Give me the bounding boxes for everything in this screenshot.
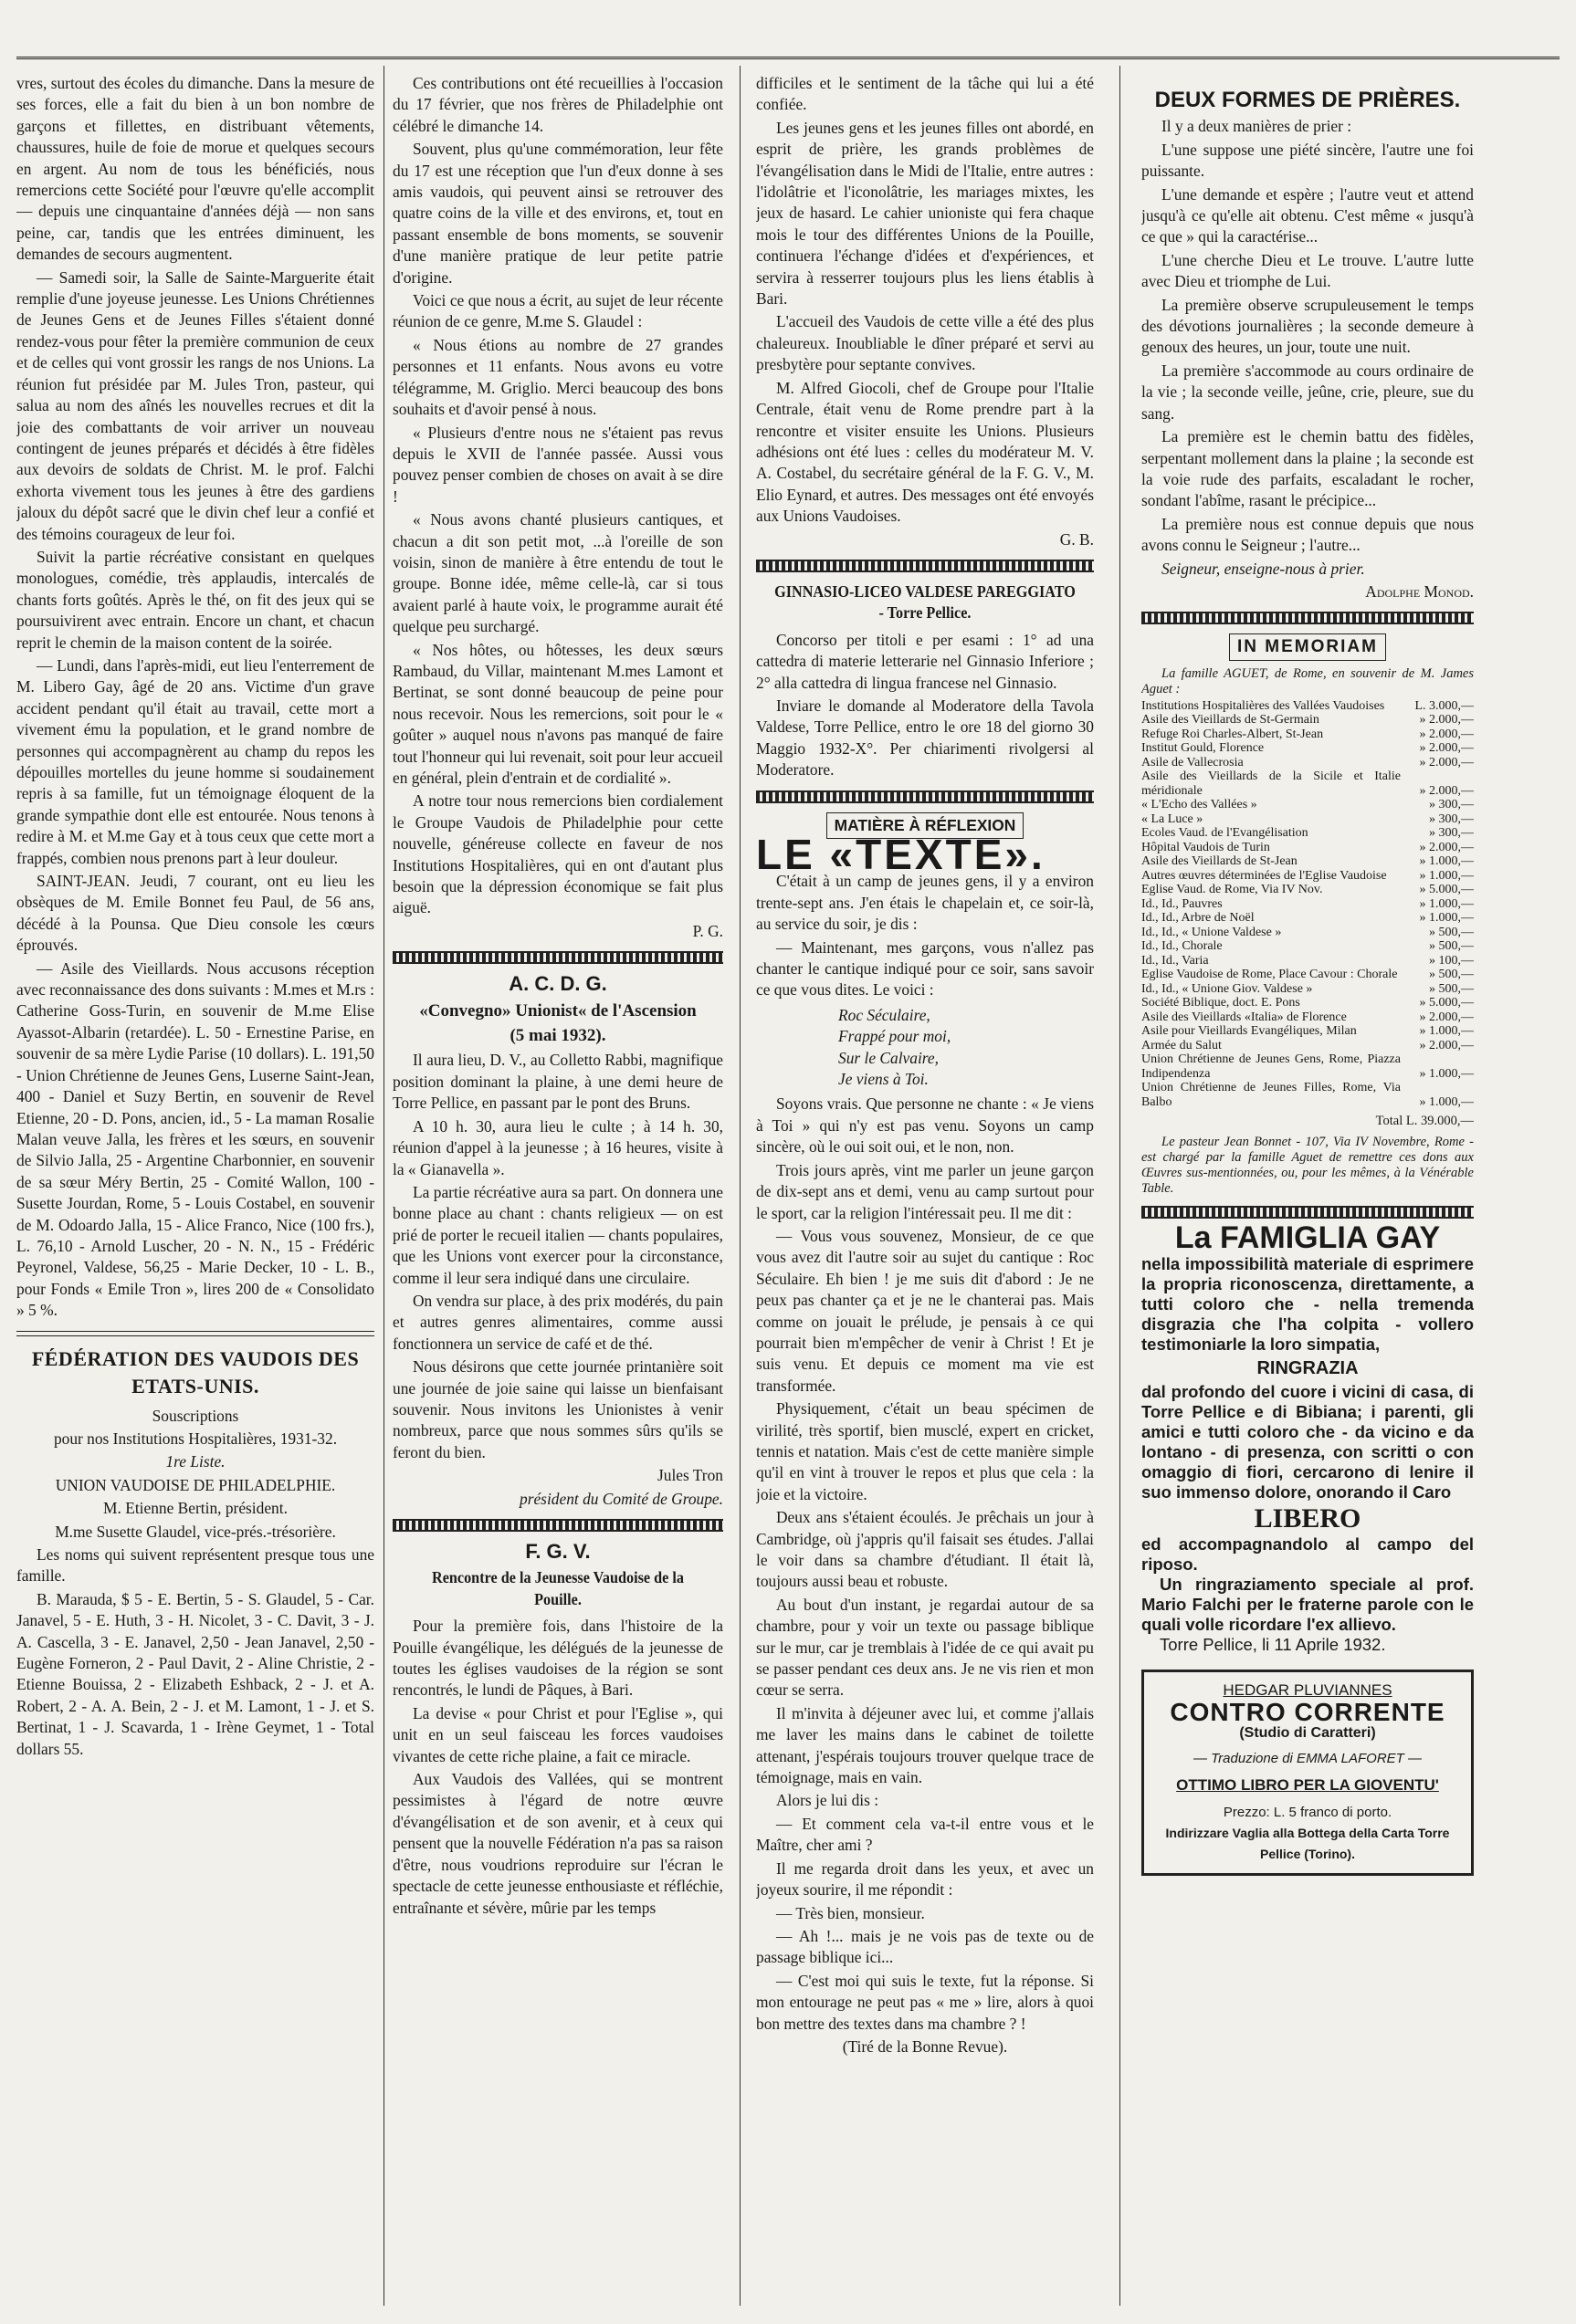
memoriam-total: Total L. 39.000,— [1375, 1114, 1474, 1129]
memoriam-amount: » 300,— [1429, 826, 1474, 841]
memoriam-note: Le pasteur Jean Bonnet - 107, Via IV Novembre, Rome - est chargé par la famille Aguet de remettre ces dons aux Œuvres sus-mentionnées, ou, pour les mêmes, à la Vénérable Table. [1141, 1134, 1474, 1196]
rubric-label: MATIÈRE À RÉFLEXION [826, 812, 1024, 839]
memoriam-row [1141, 812, 1474, 827]
article-paragraph: C'était à un camp de jeunes gens, il y a environ trente-sept ans. J'en étais le chapelain et, ce soir-là, au service du soir, je dis : [756, 872, 1094, 934]
ad-order: Indirizzare Vaglia alla Bottega della Carta Torre Pellice (Torino). [1165, 1825, 1450, 1862]
section-title: FÉDÉRATION DES VAUDOIS DES ETATS-UNIS. [31, 1346, 360, 1398]
memoriam-row [1141, 756, 1474, 770]
memoriam-row [1141, 968, 1474, 982]
memoriam-amount: » 1.000,— [1419, 868, 1474, 883]
memoriam-row [1141, 741, 1474, 756]
memoriam-label: Refuge Roi Charles-Albert, St-Jean [1141, 727, 1324, 741]
article-paragraph: — Ah !... mais je ne vois pas de texte ou de passage biblique ici... [756, 1926, 1094, 1967]
article-paragraph: Soyons vrais. Que personne ne chante : « Je viens à Toi » qui n'y est pas venu. Soyons un camp sincère, où le oui soit oui, et le non, non. [756, 1094, 1094, 1157]
memoriam-row [1141, 798, 1474, 812]
memoriam-amount: » 2.000,— [1419, 1038, 1474, 1052]
article-paragraph: Les jeunes gens et les jeunes filles ont abordé, en esprit de prière, les grands problèmes de l'évangélisation dans le Midi de l'Italie, entre autres : l'idolâtrie et l'iconolâtrie, les mariages mixtes, les jeux de hasard. Le cahier unioniste qui fera chaque mois le tour des différentes Unions de la Pouille, continuera l'échange d'idées et d'expériences, et servira à resserrer toujours plus les liens établis à Bari. [756, 118, 1094, 309]
article-paragraph: Nous désirons que cette journée printanière soit une journée de joie saine qui laisse un bienfaisant souvenir. Nous invitons les Unionistes à venir nombreux, parce que nous sommes sûrs qu'ils se feront du bien. [393, 1357, 723, 1461]
section-title: A. C. D. G. [509, 972, 607, 996]
hymn-verse [756, 1005, 1094, 1091]
article-paragraph: — Asile des Vieillards. Nous accusons réception avec reconnaissance des dons suivants : M.mes et M.rs : Catherine Goss-Turin, en souvenir de M.me Elise Ayassot-Albarin (retardée). L. 50 - Ernestine Parise, en souvenir de sa mère Lydie Parise (10 dollars). L. 191,50 - Union Chrétienne de Jeunes Gens, Luserne Saint-Jean, 400 - Daniel et Suzy Bertin, en souvenir de Revel Etienne, 20 - D. Pons, ancien, id., 5 - La maman Rosalie Malan veuve Jalla, les frères et les sœurs, en souvenir de Silvio Jalla, 25 - Argentine Charbonnier, en souvenir de sa sœur Méry Bertin, 25 - Comité Wallon, 100 - Susette Jourdan, Rome, 5 - Louis Costabel, en souvenir de M. Odoardo Jalla, 15 - Alice Franco, Nice (100 frs.), L. 76,10 - Arnold Luscher, 20 - N. N., 15 - Frédéric Peyronel, Valdese, 56,25 - Marie Decker, 10 - L. B., pour Fonds « Emile Tron », lires 200 de « Consolidato » 5 %. [16, 958, 374, 1320]
memoriam-amount: » 2.000,— [1419, 713, 1474, 728]
memoriam-row [1141, 996, 1474, 1010]
memoriam-label: Armée du Salut [1141, 1038, 1222, 1052]
union-name: UNION VAUDOISE DE PHILADELPHIE. [55, 1475, 336, 1494]
article-paragraph: « Plusieurs d'entre nous ne s'étaient pas revus depuis le XVII de l'année passée. Aussi vous pouvez penser combien de choses on avait à se dire ! [393, 423, 723, 506]
memoriam-label: Hôpital Vaudois de Turin [1141, 840, 1270, 854]
article-paragraph: Physiquement, c'était un beau spécimen de virilité, très sportif, bien musclé, expert en cricket, tennis et natation. Mais c'est de cette manière simple qu'il en vint à trouver le repos et plus que cela : la joie et la victoire. [756, 1399, 1094, 1503]
article-paragraph: — Très bien, monsieur. [776, 1903, 925, 1922]
notice-heading: RINGRAZIA [1256, 1358, 1359, 1379]
memoriam-row [1141, 939, 1474, 954]
article-paragraph: « Nos hôtes, ou hôtesses, les deux sœurs Rambaud, du Villar, maintenant M.mes Lamont et Bertinat, se sont donné beaucoup de peine pour nous recevoir. Nous les remercions, soit pour le « goûter » auquel nous n'avons pas manqué de faire tout l'honneur qui lui revenait, soit pour leur accueil en général, plein d'entrain et de cordialité ». [393, 640, 723, 787]
article-paragraph: Trois jours après, vint me parler un jeune garçon de dix-sept ans et demi, venu au camp surtout pour le sport, car la religion l'intéressait peu. Il me dit : [756, 1160, 1094, 1222]
memoriam-label: Asile de Vallecrosia [1141, 755, 1244, 769]
article-paragraph: « Nous avons chanté plusieurs cantiques, et chacun a dit son petit mot, ...à l'oreille de son voisin, sinon de manière à être entendu de tout le groupe. Bonne idée, même celle-là, car si tous avaient parlé à haute voix, le programme aurait été quelque peu surchargé. [393, 510, 723, 636]
article-paragraph: A 10 h. 30, aura lieu le culte ; à 14 h. 30, réunion d'appel à la jeunesse ; à 16 heures, visite à la « Gianavella ». [393, 1116, 723, 1178]
column-2 [393, 73, 723, 1921]
memoriam-row [1141, 1024, 1474, 1039]
hymn-line: Sur le Calvaire, [838, 1048, 939, 1067]
article-paragraph: Alors je lui dis : [776, 1791, 879, 1810]
article-paragraph: — Lundi, dans l'après-midi, eut lieu l'enterrement de M. Libero Gay, âgé de 20 ans. Victime d'un grave accident pendant qu'il était au travail, cette mort a vivement ému la population, et le grand nombre de personnes qui accompagnèrent au champ du repos les dépouilles mortelles du jeune homme si soudainement repris à sa famille, fut un témoignage éloquent de la grande sympathie dont elle est entourée. Nous tenons à redire à M. et M.me Gay et à tous ceux que cette mort a frappés, combien nous prenons part à leur douleur. [16, 655, 374, 867]
article-paragraph: Voici ce que nous a écrit, au sujet de leur récente réunion de ce genre, M.me S. Glaudel : [393, 291, 723, 331]
article-title: LE «TEXTE». [756, 831, 1045, 878]
memoriam-amount: » 1.000,— [1419, 854, 1474, 869]
memoriam-row [1141, 713, 1474, 728]
article-paragraph: L'une cherche Dieu et Le trouve. L'autre lutte avec Dieu et triomphe de Lui. [1141, 250, 1474, 291]
column-divider [1119, 66, 1120, 2306]
memoriam-row [1141, 1052, 1474, 1081]
article-paragraph: Il y a deux manières de prier : [1161, 117, 1352, 136]
ad-title: CONTRO CORRENTE [1170, 1697, 1445, 1726]
memoriam-label: Institutions Hospitalières des Vallées Vaudoises [1141, 698, 1385, 713]
memoriam-label: Union Chrétienne de Jeunes Filles, Rome, Via Balbo [1141, 1081, 1401, 1109]
memoriam-amount: » 100,— [1429, 953, 1474, 968]
memoriam-label: Eglise Vaudoise de Rome, Place Cavour : Chorale [1141, 968, 1398, 982]
article-paragraph: L'une suppose une piété sincère, l'autre une foi puissante. [1141, 140, 1474, 181]
memoriam-row [1141, 897, 1474, 912]
article-paragraph: Il m'invita à déjeuner avec lui, et comme j'allais me laver les mains dans le cabinet de toilette attenant, j'espérais toujours trouver quelque trace de témoignage, mais en vain. [756, 1703, 1094, 1787]
memoriam-row [1141, 728, 1474, 742]
memoriam-amount: » 2.000,— [1419, 840, 1474, 854]
ad-slogan: OTTIMO LIBRO PER LA GIOVENTU' [1176, 1776, 1439, 1795]
memoriam-amount: » 1.000,— [1419, 896, 1474, 911]
section-separator [756, 560, 1094, 572]
memoriam-amount: » 2.000,— [1419, 783, 1474, 798]
section-separator [393, 1519, 723, 1532]
memoriam-amount: » 1.000,— [1419, 1066, 1474, 1081]
section-subtitle: pour nos Institutions Hospitalières, 1931-32. [53, 1429, 338, 1448]
memoriam-row [1141, 982, 1474, 997]
memoriam-label: Id., Id., Arbre de Noël [1141, 911, 1255, 926]
notice-date: Torre Pellice, li 11 Aprile 1932. [1160, 1635, 1386, 1655]
signature-role: président du Comité de Groupe. [520, 1489, 723, 1508]
memoriam-label: Asile des Vieillards de St-Jean [1141, 854, 1298, 869]
vice-president: M.me Susette Glaudel, vice-prés.-trésorière. [55, 1522, 336, 1541]
memoriam-label: Asile des Vieillards «Italia» de Florence [1141, 1010, 1347, 1024]
article-paragraph: L'accueil des Vaudois de cette ville a été des plus chaleureux. Inoubliable le dîner préparé et servi au presbytère pour septante convives. [756, 312, 1094, 374]
notice-paragraph: Concorso per titoli e per esami : 1° ad una cattedra di materie letterarie nel Ginnasio Inferiore ; 2° alla cattedra di lingua francese nel Ginnasio. [756, 630, 1094, 692]
memoriam-amount: » 500,— [1429, 981, 1474, 996]
article-paragraph: — C'est moi qui suis le texte, fut la réponse. Si mon entourage ne peut pas « me » lire, alors à quoi bon mettre des textes dans ma chambre ? ! [756, 1971, 1094, 2033]
article-paragraph: La première nous est connue depuis que nous avons connu le Seigneur ; l'autre... [1141, 514, 1474, 555]
memoriam-amount: » 1.000,— [1419, 1094, 1474, 1109]
memoriam-label: Société Biblique, doct. E. Pons [1141, 996, 1300, 1010]
article-paragraph: Deux ans s'étaient écoulés. Je prêchais un jour à Cambridge, où j'appris qu'il faisait ses études. J'allai le voir dans sa chambre d'étudiant. Il était là, toujours aussi beau et robuste. [756, 1508, 1094, 1591]
section-separator [393, 951, 723, 964]
memoriam-amount: » 2.000,— [1419, 755, 1474, 769]
memoriam-label: Id., Id., « Unione Giov. Valdese » [1141, 981, 1313, 996]
article-paragraph: Les noms qui suivent représentent presque tous une famille. [16, 1545, 374, 1586]
article-paragraph: L'une demande et espère ; l'autre veut et attend jusqu'à ce qu'elle ait obtenu. C'est même « jusqu'à ce que » qui la caractérise... [1141, 184, 1474, 246]
memoriam-row [1141, 869, 1474, 884]
memoriam-label: Institut Gould, Florence [1141, 741, 1265, 756]
section-separator [1141, 1206, 1474, 1219]
memoriam-label: Union Chrétienne de Jeunes Gens, Rome, Piazza Indipendenza [1141, 1052, 1401, 1081]
memoriam-row [1141, 1039, 1474, 1053]
column-1 [16, 73, 374, 1762]
list-label: 1re Liste. [165, 1452, 226, 1471]
event-title: «Convegno» Unionist« de l'Ascension [419, 1000, 697, 1021]
memoriam-label: « La Luce » [1141, 811, 1203, 826]
notice-title: La FAMIGLIA GAY [1174, 1220, 1441, 1255]
memoriam-amount: » 2.000,— [1419, 741, 1474, 756]
memoriam-amount: » 1.000,— [1419, 911, 1474, 926]
ad-subtitle: (Studio di Caratteri) [1239, 1725, 1376, 1742]
article-title: Rencontre de la Jeunesse Vaudoise de la Pouille. [431, 1568, 685, 1608]
section-subtitle: Souscriptions [152, 1406, 239, 1425]
article-paragraph: Suivit la partie récréative consistant en quelques monologues, comédie, très applaudis, intercalés de chants forts goûtés. Après le thé, on fit des jeux qui se poursuivirent avec entrain. Encore un chant, et chacun reprit le chemin de la maison content de la soirée. [16, 547, 374, 652]
memoriam-amount: » 5.000,— [1419, 996, 1474, 1010]
signature: Jules Tron [657, 1466, 723, 1485]
article-paragraph: difficiles et le sentiment de la tâche qui lui a été confiée. [756, 74, 1094, 114]
article-paragraph: Au bout d'un instant, je regardai autour de sa chambre, pour y voir un texte ou passage biblique sur le mur, car je tremblais à l'idée de ce qui avait pu se passer pendant ces deux ans. Je ne vis rien et mon cœur se serra. [756, 1595, 1094, 1700]
hymn-line: Je viens à Toi. [838, 1070, 929, 1089]
notice-text: Un ringraziamento speciale al prof. Mario Falchi per le fraterne parole con le quali volle ricordare l'ex allievo. [1141, 1575, 1474, 1635]
hymn-line: Frappé pour moi, [838, 1027, 951, 1046]
memoriam-label: Ecoles Vaud. de l'Evangélisation [1141, 826, 1308, 841]
column-4 [1141, 73, 1474, 1876]
hymn-line: Roc Séculaire, [838, 1005, 930, 1024]
memoriam-label: Asile pour Vieillards Evangéliques, Milan [1141, 1024, 1357, 1039]
donor-list: B. Marauda, $ 5 - E. Bertin, 5 - S. Glaudel, 5 - Car. Janavel, 5 - E. Huth, 3 - H. Nicolet, 3 - C. Davit, 3 - J. A. Cascella, 3 - E. Janavel, 2,50 - Jean Janavel, 2,50 - Eugène Forneron, 2 - Paul Davit, 2 - Aline Christie, 2 - Etienne Bouissa, 2 - Elizabeth Eshback, 2 - J. et A. Robert, 2 - A. A. Bein, 2 - J. et M. Lamont, 1 - J. et S. Bertinat, 1 - J. Scavarda, 1 - Irène Geymet, 1 - Total dollars 55. [16, 1589, 374, 1758]
memoriam-row [1141, 769, 1474, 798]
memoriam-label: Id., Id., Varia [1141, 953, 1209, 968]
article-paragraph: — Vous vous souvenez, Monsieur, de ce que vous avez dit l'autre soir au sujet du cantique : Roc Séculaire. Eh bien ! je me suis dit d'abord : Je ne peux pas chanter ça et je ne le chanterai pas. Mais comme on jouait le prélude, je pensais à ce qui pourrait bien m'empêcher de venir à Christ ! Et je suis venu. Et depuis ce moment ma vie est transformée. [756, 1226, 1094, 1395]
author: Adolphe Monod. [1365, 581, 1474, 601]
memoriam-amount: L. 3.000,— [1414, 698, 1474, 713]
article-paragraph: vres, surtout des écoles du dimanche. Dans la mesure de ses forces, elle a fait du bien à un bon nombre de garçons et fillettes, en distribuant vêtements, chaussures, huile de foie de morue et quelques secours en argent. Au nom de tous les bénéficiés, nous remercions cette Société pour l'œuvre qu'elle accomplit — depuis une cinquantaine d'années déjà — non sans peine, car, tandis que les entrées diminuent, les demandes de secours augmentent. [16, 74, 374, 264]
memoriam-row [1141, 841, 1474, 855]
president: M. Etienne Bertin, président. [103, 1499, 288, 1518]
article-paragraph: La première s'accommode au cours ordinaire de la vie ; la seconde veille, jeûne, crie, pleure, sue du sang. [1141, 361, 1474, 423]
memoriam-title: IN MEMORIAM [1229, 633, 1386, 660]
book-advert [1141, 1670, 1474, 1875]
memoriam-amount: » 300,— [1429, 811, 1474, 826]
memoriam-row [1141, 911, 1474, 926]
ad-author: HEDGAR PLUVIANNES [1223, 1681, 1392, 1700]
memoriam-row [1141, 883, 1474, 897]
column-3 [756, 73, 1094, 2059]
section-separator [1141, 612, 1474, 624]
memoriam-row [1141, 954, 1474, 968]
memoriam-amount: » 1.000,— [1419, 1024, 1474, 1039]
memoriam-row [1141, 699, 1474, 714]
closing-line: Seigneur, enseigne-nous à prier. [1161, 559, 1365, 578]
article-paragraph: M. Alfred Giocoli, chef de Groupe pour l'Italie Centrale, était venu de Rome prendre part à la rencontre et visiter ensuite les Unions. Plusieurs adhésions ont été lues : celles du modérateur M. V. A. Costabel, du secrétaire général de la F. G. V., M. Elio Eynard, et autres. Des messages ont été envoyés aux Unions Vaudoises. [756, 378, 1094, 526]
memoriam-amount: » 2.000,— [1419, 1010, 1474, 1024]
memoriam-row [1141, 1081, 1474, 1109]
top-rule [16, 57, 1560, 59]
article-paragraph: Pour la première fois, dans l'histoire de la Pouille évangélique, les délégués de la jeunesse de toutes les églises vaudoises de la région se sont rencontrés, le lundi de Pâques, à Bari. [393, 1617, 723, 1700]
memoriam-label: Eglise Vaud. de Rome, Via IV Nov. [1141, 883, 1323, 897]
article-paragraph: — Samedi soir, la Salle de Sainte-Marguerite était remplie d'une joyeuse jeunesse. Les Unions Chrétiennes de Jeunes Gens et de Jeunes Filles s'étaient donné rendez-vous pour fêter la première communion de ceux et de celles qui vont grossir les rangs de nos Unions. La réunion fut présidée par M. Jules Tron, pasteur, qui salua au nom des aînés les nouvelles recrues et dit la joie des combattants de voir arriver un nouveau contingent de jeunes préparés et décidés à être fidèles aux devoirs de soldats de Christ. M. le prof. Falchi exhorta vivement tous les jeunes à être des gardiens jaloux du dépôt sacré que le divin chef leur a confié et des témoins courageux de leur foi. [16, 267, 374, 543]
notice-paragraph: Inviare le domande al Moderatore della Tavola Valdese, Torre Pellice, entro le ore 18 del giorno 30 Maggio 1932-X°. Per chiarimenti rivolgersi al Moderatore. [756, 696, 1094, 780]
article-title: DEUX FORMES DE PRIÈRES. [1154, 88, 1461, 112]
notice-title: GINNASIO-LICEO VALDESE PAREGGIATO - Torre Pellice. [774, 581, 1076, 623]
ad-price: Prezzo: L. 5 franco di porto. [1223, 1804, 1392, 1820]
memoriam-label: « L'Echo des Vallées » [1141, 798, 1257, 812]
memoriam-amount: » 500,— [1429, 925, 1474, 939]
article-paragraph: A notre tour nous remercions bien cordialement le Groupe Vaudois de Philadelphie pour cette nouvelle, généreuse collecte en faveur de nos Institutions Hospitalières, qui en ont d'autant plus besoin que la dépression économique se fait plus aiguë. [393, 791, 723, 917]
section-separator [756, 790, 1094, 803]
article-paragraph: Ces contributions ont été recueillies à l'occasion du 17 février, que nos frères de Philadelphie ont célébré le dimanche 14. [393, 74, 723, 135]
notice-text: ed accompagnandolo al campo del riposo. [1141, 1534, 1474, 1575]
column-divider [383, 66, 384, 2306]
memoriam-amount: » 500,— [1429, 939, 1474, 954]
article-paragraph: — Maintenant, mes garçons, vous n'allez pas chanter le cantique indiqué pour ce soir, sans savoir ce que vous dites. Le voici : [756, 937, 1094, 1000]
article-paragraph: La première observe scrupuleusement le temps des dévotions journalières ; la seconde demeure à genoux des heures, un jour, toute une nuit. [1141, 295, 1474, 357]
memoriam-label: Autres œuvres déterminées de l'Eglise Vaudoise [1141, 868, 1387, 883]
article-paragraph: La partie récréative aura sa part. On donnera une bonne place au chant : chants religieux — on est prié de porter le recueil italien — chants populaires, que les Unions vont exercer pour la circonstance, comme il leur sera indiqué dans une circulaire. [393, 1182, 723, 1287]
memoriam-row [1141, 1010, 1474, 1025]
memoriam-label: Id., Id., « Unione Valdese » [1141, 925, 1282, 939]
memoriam-intro: La famille AGUET, de Rome, en souvenir de M. James Aguet : [1141, 665, 1474, 696]
article-paragraph: Il aura lieu, D. V., au Colletto Rabbi, magnifique position dominant la plaine, à une demi heure de Torre Pellice, en passant par le pont des Bruns. [393, 1051, 723, 1113]
memoriam-row [1141, 826, 1474, 841]
memoriam-label: Id., Id., Pauvres [1141, 896, 1223, 911]
memoriam-label: Id., Id., Chorale [1141, 939, 1223, 954]
article-paragraph: Il me regarda droit dans les yeux, et avec un joyeux sourire, il me répondit : [756, 1858, 1094, 1900]
article-paragraph: — Et comment cela va-t-il entre vous et le Maître, cher ami ? [756, 1814, 1094, 1855]
article-paragraph: SAINT-JEAN. Jeudi, 7 courant, ont eu lieu les obsèques de M. Emile Bonnet feu Paul, de 56 ans, décédé à la Pounsa. Que Dieu console les cœurs éprouvés. [16, 872, 374, 955]
memoriam-row [1141, 854, 1474, 869]
memoriam-table [1141, 699, 1474, 1110]
article-paragraph: La devise « pour Christ et pour l'Eglise », qui unit en un seul faisceau les forces vaudoises vivantes de cette riche plaine, a fait ce miracle. [393, 1703, 723, 1765]
column-divider [740, 66, 741, 2306]
notice-name: LIBERO [1254, 1503, 1361, 1534]
signature: P. G. [692, 921, 723, 940]
notice-text: dal profondo del cuore i vicini di casa, di Torre Pellice e di Bibiana; i parenti, gli amici e tutti coloro che - da vicino e da lontano - di presenza, con scritti o con omaggio di fiori, cercarono di lenire il suo immenso dolore, onorando il Caro [1141, 1382, 1474, 1502]
event-date: (5 mai 1932). [510, 1026, 606, 1046]
memoriam-label: Asile des Vieillards de St-Germain [1141, 713, 1319, 728]
section-title: F. G. V. [525, 1540, 591, 1563]
article-paragraph: Souvent, plus qu'une commémoration, leur fête du 17 est une réception que l'un d'eux donne à ses amis vaudois, qui peuvent ainsi se retrouver des quatre coins de la ville et des environs, et, tout en passant ensemble de bons moments, se souvenir d'une manière pratique de leur petite patrie d'origine. [393, 140, 723, 287]
memoriam-amount: » 300,— [1429, 798, 1474, 812]
signature: G. B. [1059, 529, 1094, 549]
notice-text: nella impossibilità materiale di esprimere la propria riconoscenza, direttamente, a tutti coloro che - nella tremenda disgrazia che l'ha colpita - vollero testimoniarle la loro simpatia, [1141, 1254, 1474, 1355]
article-paragraph: On vendra sur place, à des prix modérés, du pain et autres genres alimentaires, comme aussi fonctionnera un service de café et de thé. [393, 1291, 723, 1353]
article-paragraph: La première est le chemin battu des fidèles, serpentant mollement dans la plaine ; la seconde est la voie rude des parfaits, escaladant le rocher, sondant l'abîme, rasant le précipice... [1141, 427, 1474, 510]
section-separator [16, 1331, 374, 1336]
article-paragraph: « Nous étions au nombre de 27 grandes personnes et 11 enfants. Nous avons eu votre télégramme, M. Griglio. Merci beaucoup des bons souhaits et d'avoir pensé à nous. [393, 335, 723, 419]
article-paragraph: Aux Vaudois des Vallées, qui se montrent pessimistes à l'égard de notre œuvre d'évangélisation et de son avenir, et à ceux qui pensent que la nouvelle Fédération n'a pas sa raison d'être, nous voudrions reproduire sur l'écran le spectacle de cette jeunesse enthousiaste et réfléchie, entraînante et sévère, mûrie par les temps [393, 1770, 723, 1917]
memoriam-amount: » 2.000,— [1419, 727, 1474, 741]
memoriam-label: Asile des Vieillards de la Sicile et Italie méridionale [1141, 769, 1401, 798]
ad-translator: — Traduzione di EMMA LAFORET — [1193, 1750, 1423, 1766]
memoriam-amount: » 500,— [1429, 968, 1474, 982]
memoriam-amount: » 5.000,— [1419, 883, 1474, 897]
memoriam-row [1141, 926, 1474, 940]
source-citation: (Tiré de la Bonne Revue). [842, 2036, 1008, 2056]
